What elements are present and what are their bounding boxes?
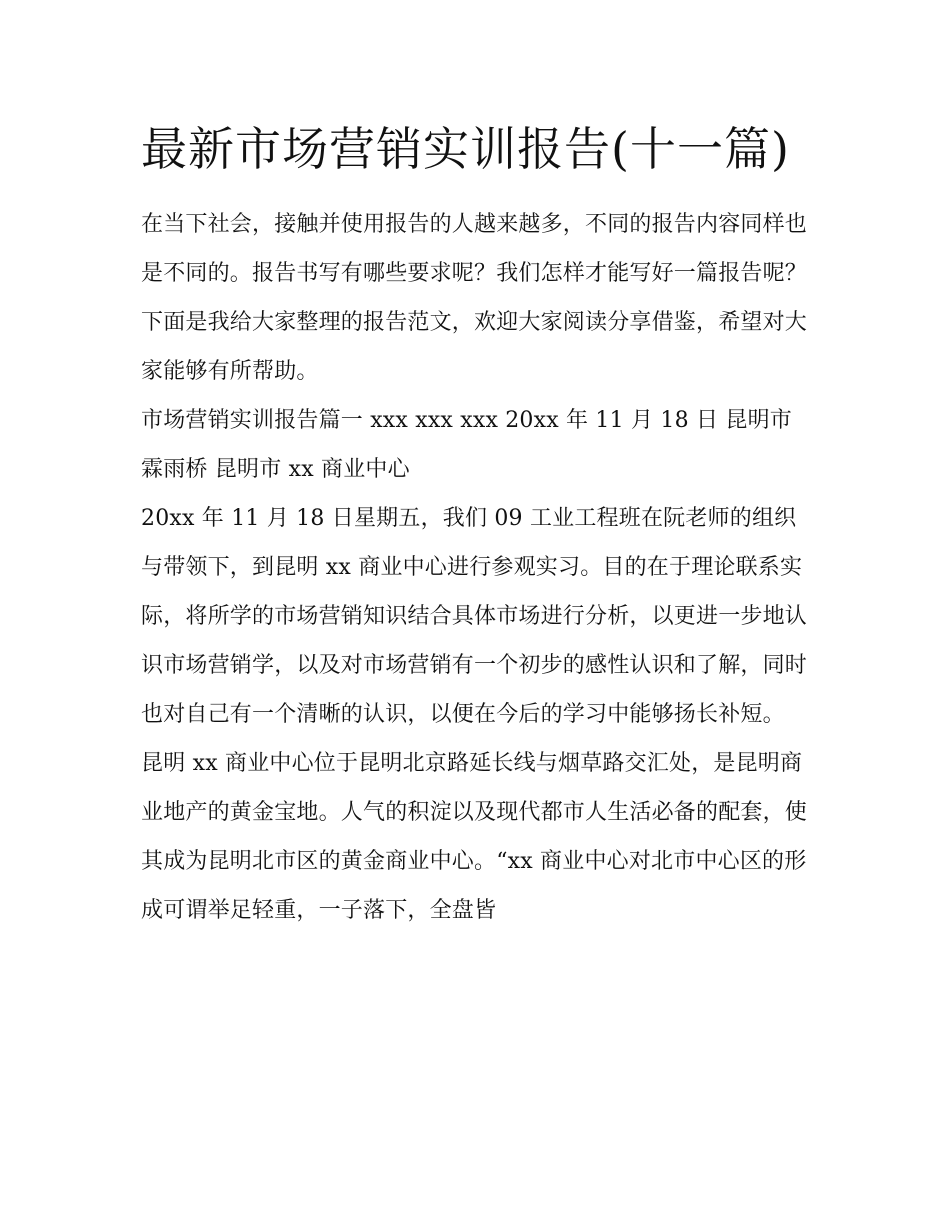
location-paragraph: 昆明 xx 商业中心位于昆明北京路延长线与烟草路交汇处，是昆明商业地产的黄金宝地。人气的积淀以及现代都市人生活必备的配套，使其成为昆明北市区的黄金商业中心。“xx 商业中心对北市中心区的形成可谓举足轻重，一子落下，全盘皆 bbox=[141, 751, 808, 923]
visit-paragraph: 20xx 年 11 月 18 日星期五，我们 09 工业工程班在阮老师的组织与带领下，到昆明 xx 商业中心进行参观实习。目的在于理论联系实际，将所学的市场营销知识结合具体市场进行分析，以更进一步地认识市场营销学，以及对市场营销有一个初步的感性认识和了解，同时也对自己有一个清晰的认识，以便在今后的学习中能够扬长补短。 bbox=[141, 506, 808, 727]
document-title: 最新市场营销实训报告(十一篇) bbox=[141, 122, 790, 176]
document-body bbox=[141, 110, 813, 935]
report-header-paragraph: 市场营销实训报告篇一 xxx xxx xxx 20xx 年 11 月 18 日 昆明市霖雨桥 昆明市 xx 商业中心 bbox=[141, 408, 792, 482]
intro-paragraph: 在当下社会，接触并使用报告的人越来越多，不同的报告内容同样也是不同的。报告书写有哪些要求呢？我们怎样才能写好一篇报告呢？下面是我给大家整理的报告范文，欢迎大家阅读分享借鉴，希望对大家能够有所帮助。 bbox=[141, 212, 808, 384]
